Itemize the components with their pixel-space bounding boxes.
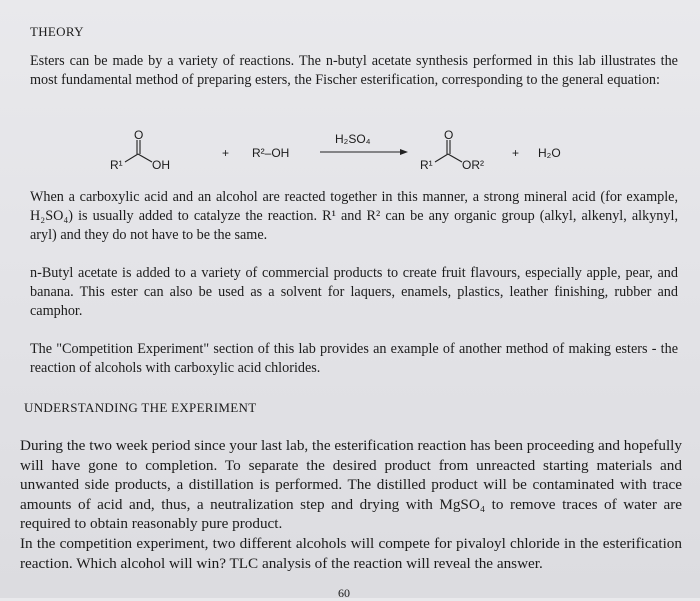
acid-r-group: R¹	[110, 158, 123, 172]
reaction-equation	[110, 128, 590, 176]
acid-oxygen: O	[134, 128, 144, 142]
alcohol-label: R²–OH	[252, 146, 290, 160]
plus-sign-2: +	[512, 146, 520, 160]
paragraph-butyl-acetate: n-Butyl acetate is added to a variety of commercial products to create fruit flavours, especially apple, pear, and banana. This ester can also be used as a solvent for laquers, enamels, plastics, leather finishing, rubber and camphor.	[30, 265, 678, 319]
acid-hydroxyl: OH	[152, 158, 170, 172]
ester-oxygen: O	[444, 128, 454, 142]
water-label: H₂O	[538, 146, 561, 160]
ester-alkoxy: OR²	[462, 158, 484, 172]
plus-sign-1: +	[222, 146, 230, 160]
paragraph-competition-experiment: In the competition experiment, two different alcohols will compete for pivaloyl chloride in the esterification reaction. Which alcohol will win? TLC analysis of the reaction will reveal the answer.	[20, 535, 682, 572]
heading-theory: THEORY	[30, 24, 84, 39]
heading-understanding: UNDERSTANDING THE EXPERIMENT	[24, 400, 257, 415]
paragraph-intro: Esters can be made by a variety of reactions. The n-butyl acetate synthesis performed in this lab illustrates the most fundamental method of preparing esters, the Fischer esterification, corresponding to the general equation:	[30, 53, 678, 88]
page-number: 60	[338, 586, 350, 600]
paragraph-competition: The "Competition Experiment" section of this lab provides an example of another method of making esters - the reaction of alcohols with carboxylic acid chlorides.	[30, 341, 678, 376]
catalyst-label: H₂SO₄	[335, 132, 371, 146]
paragraph-distillation: During the two week period since your last lab, the esterification reaction has been proceeding and hopefully will have gone to completion. To separate the desired product from unreacted starting materials and unwanted side products, a distillation is performed. The distilled product will be contaminated with trace amounts of acid and, thus, a neutralization step and drying with MgSO₄ to remove traces of water are required to obtain reasonably pure product.	[20, 437, 682, 533]
ester-r-group: R¹	[420, 158, 433, 172]
paragraph-catalyst: When a carboxylic acid and an alcohol are reacted together in this manner, a strong mineral acid (for example, H₂SO₄) is usually added to catalyze the reaction. R¹ and R² can be any organic group (alkyl, alkenyl, alkynyl, aryl) and they do not have to be the same.	[30, 189, 678, 243]
